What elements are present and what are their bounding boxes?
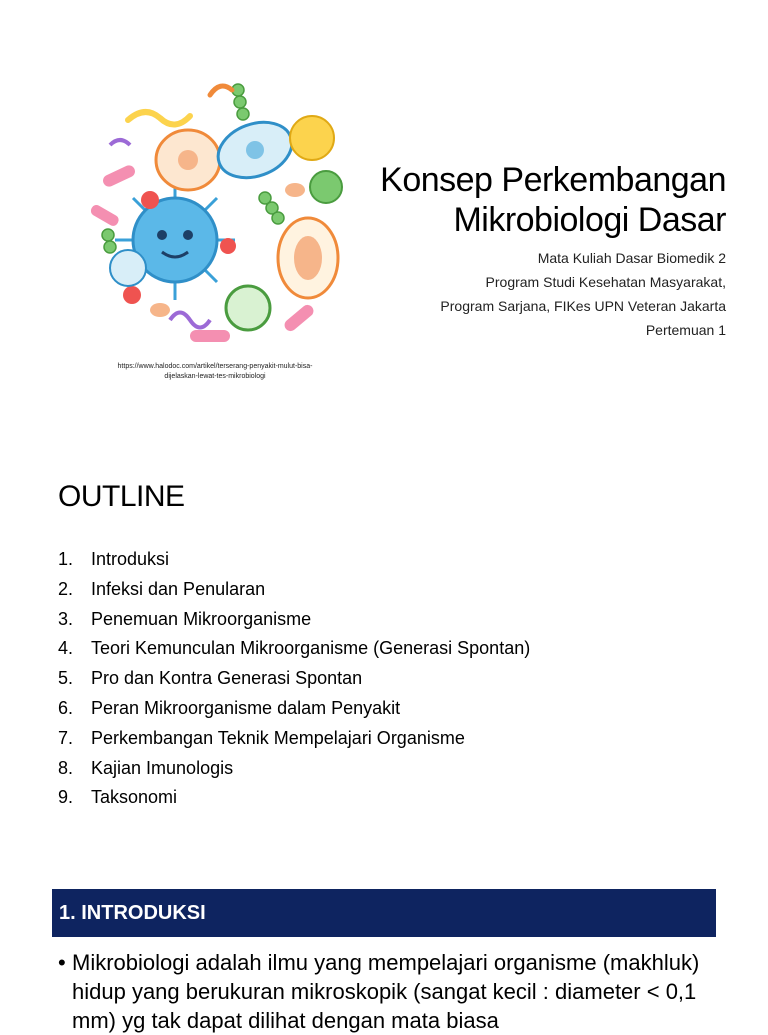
section-banner: 1. INTRODUKSI [52,889,716,937]
title-slide [0,0,768,440]
outline-heading: OUTLINE [58,480,185,513]
outline-item [58,754,530,784]
item-number: 8. [58,757,74,778]
outline-item [58,694,530,724]
outline-item [58,634,530,664]
image-credit-line2: dijelaskan-lewat-tes-mikrobiologi [164,373,266,380]
item-label: Perkembangan Teknik Mempelajari Organisme [91,727,465,748]
introduction-slide [0,860,768,1033]
outline-item [58,783,530,813]
item-label: Introduksi [91,549,170,569]
subtitle-line: Pertemuan 1 [645,322,726,338]
item-label: Peran Mikroorganisme dalam Penyakit [91,697,401,718]
title-line2: Mikrobiologi Dasar [453,201,726,239]
item-label: Teori Kemunculan Mikroorganisme (Generasi Spontan) [91,638,531,659]
outline-item [58,605,530,635]
outline-slide [0,440,768,860]
item-label: Penemuan Mikroorganisme [91,608,312,629]
item-label: Pro dan Kontra Generasi Spontan [91,668,363,689]
subtitle-line: Program Studi Kesehatan Masyarakat, [485,274,726,290]
item-number: 3. [58,608,74,629]
bullet-point [58,948,718,1035]
item-number: 9. [58,787,74,808]
item-number: 7. [58,727,74,748]
outline-item [58,575,530,605]
subtitle-line: Mata Kuliah Dasar Biomedik 2 [537,250,726,266]
item-number: 6. [58,697,74,718]
microorganisms-illustration-icon [50,50,360,360]
title-line1: Konsep Perkembangan [380,161,726,199]
slide-subtitle [440,246,726,342]
image-credit-line1: https://www.halodoc.com/artikel/terserang-penyakit-mulut-bisa- [117,363,313,370]
item-number: 1. [58,549,74,569]
outline-item [58,664,530,694]
item-number: 2. [58,578,74,599]
bullet-text: Mikrobiologi adalah ilmu yang mempelajari organisme (makhluk) hidup yang berukuran mikroskopik (sangat kecil : diameter < 0,1 mm) yg tak dapat dilihat dengan mata biasa [72,950,700,1033]
slide-title [380,160,726,240]
item-number: 4. [58,638,74,659]
bullet-icon: • [58,950,66,975]
outline-list [58,545,530,813]
outline-item [58,724,530,754]
item-label: Kajian Imunologis [91,757,234,778]
item-label: Infeksi dan Penularan [91,578,266,599]
image-credit [70,362,360,382]
subtitle-line: Program Sarjana, FIKes UPN Veteran Jakarta [440,298,726,314]
item-number: 5. [58,668,74,689]
outline-item [58,545,530,575]
item-label: Taksonomi [91,787,178,808]
